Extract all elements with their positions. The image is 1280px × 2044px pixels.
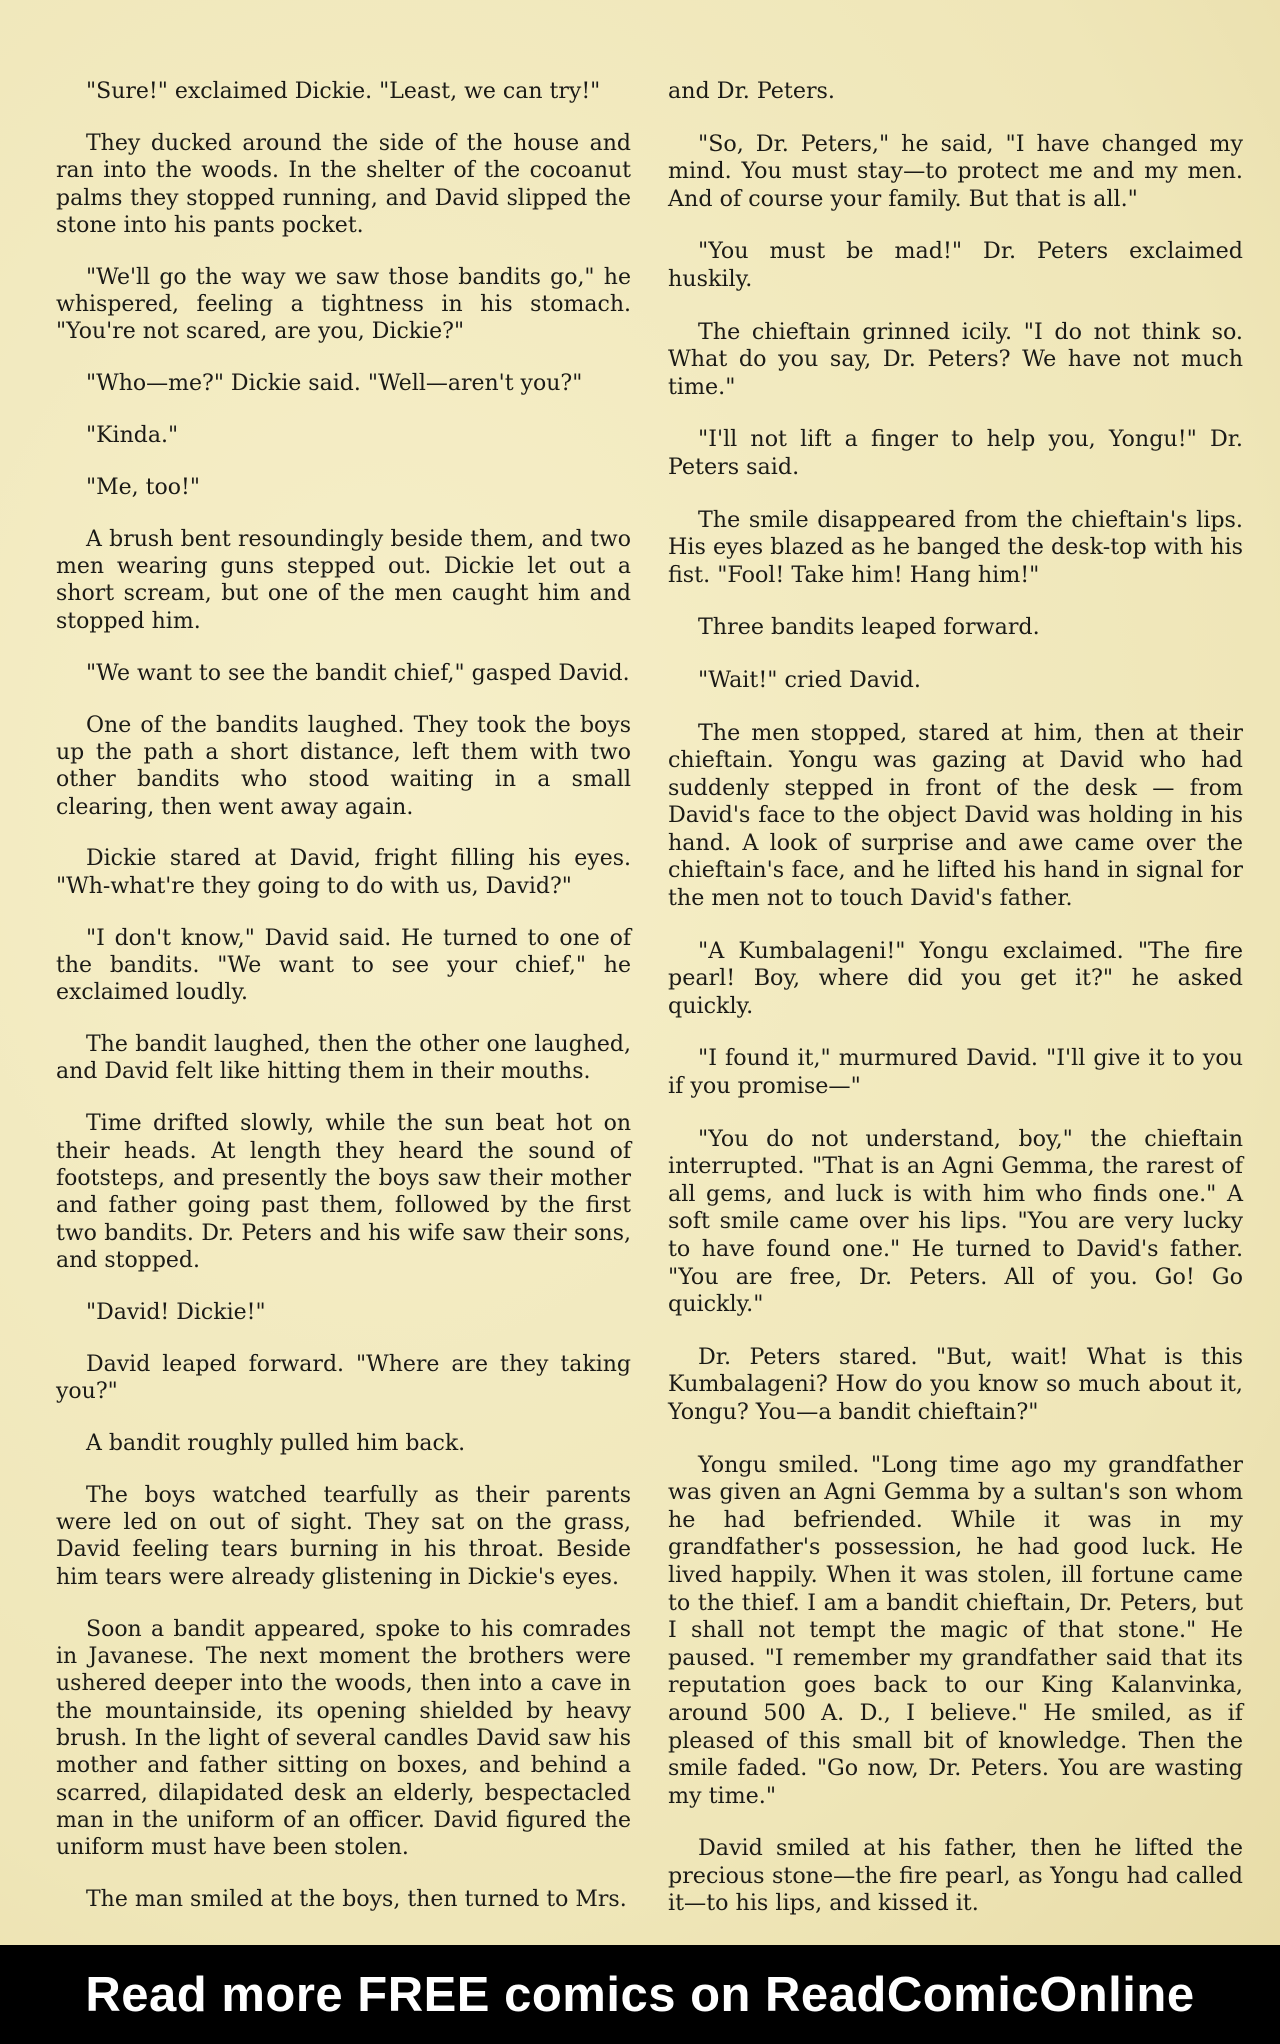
promo-footer-link[interactable]: Read more FREE comics on ReadComicOnline	[85, 1967, 1195, 2022]
paragraph: "I'll not lift a finger to help you, Yongu!" Dr. Peters said.	[668, 426, 1243, 480]
paragraph: The chieftain grinned icily. "I do not think so. What do you say, Dr. Peters? We have not much time."	[668, 318, 1243, 400]
paragraph: "I found it," murmured David. "I'll give it to you if you promise—"	[668, 1045, 1243, 1100]
paragraph: One of the bandits laughed. They took the boys up the path a short distance, left them with two other bandits who stood waiting in a small clearing, then went away again.	[56, 712, 631, 820]
paragraph: "Who—me?" Dickie said. "Well—aren't you?"	[86, 371, 583, 397]
paragraph: They ducked around the side of the house and ran into the woods. In the shelter of the cocoanut palms they stopped running, and David slipped the stone into his pants pocket.	[56, 130, 631, 238]
paragraph: "We'll go the way we saw those bandits go," he whispered, feeling a tightness in his stomach. "You're not scared, are you, Dickie?"	[56, 264, 631, 345]
paragraph: Dickie stared at David, fright filling his eyes. "Wh-what're they going to do with us, David?"	[56, 846, 631, 899]
paragraph: "Kinda."	[86, 423, 179, 449]
paragraph: A brush bent resoundingly beside them, and two men wearing guns stepped out. Dickie let out a short scream, but one of the men caught him and stopped him.	[56, 526, 631, 634]
paragraph: A bandit roughly pulled him back.	[86, 1430, 466, 1456]
paragraph: The man smiled at the boys, then turned to Mrs.	[86, 1887, 627, 1913]
paragraph: Time drifted slowly, while the sun beat hot on their heads. At length they heard the sound of footsteps, and presently the boys saw their mother and father going past them, followed by the first two bandits. Dr. Peters and his wife saw their sons, and stopped.	[56, 1111, 631, 1273]
paragraph: "Wait!" cried David.	[698, 666, 921, 693]
paragraph: Soon a bandit appeared, spoke to his comrades in Javanese. The next moment the brothers were ushered deeper into the woods, then into a cave in the mountainside, its opening shielded by heavy brush. In the light of several candles David saw his mother and father sitting on boxes, and behind a scarred, dilapidated desk an elderly, bespectacled man in the uniform of an officer. David figured the uniform must have been stolen.	[56, 1616, 631, 1861]
paragraph: "We want to see the bandit chief," gasped David.	[86, 660, 630, 686]
paragraph: "Sure!" exclaimed Dickie. "Least, we can try!"	[86, 79, 601, 104]
paragraph: Three bandits leaped forward.	[698, 614, 1040, 641]
paragraph: David leaped forward. "Where are they taking you?"	[56, 1351, 631, 1405]
paragraph: The smile disappeared from the chieftain's lips. His eyes blazed as he banged the desk-top with his fist. "Fool! Take him! Hang him!"	[668, 506, 1243, 588]
paragraph: David smiled at his father, then he lifted the precious stone—the fire pearl, as Yongu had called it—to his lips, and kissed it.	[668, 1835, 1243, 1917]
paragraph: "A Kumbalageni!" Yongu exclaimed. "The fire pearl! Boy, where did you get it?" he asked quickly.	[668, 937, 1243, 1019]
story-column-left	[56, 78, 631, 1914]
paragraph: The boys watched tearfully as their parents were led on out of sight. They sat on the grass, David feeling tears burning in his throat. Beside him tears were already glistening in Dickie's eyes.	[56, 1482, 631, 1590]
story-column-right	[668, 78, 1243, 1918]
paragraph: "I don't know," David said. He turned to one of the bandits. "We want to see your chief," he exclaimed loudly.	[56, 925, 631, 1006]
paragraph: "You do not understand, boy," the chieftain interrupted. "That is an Agni Gemma, the rarest of all gems, and luck is with him who finds one." A soft smile came over his lips. "You are very lucky to have found one." He turned to David's father. "You are free, Dr. Peters. All of you. Go! Go quickly."	[668, 1125, 1243, 1318]
paragraph: Yongu smiled. "Long time ago my grandfather was given an Agni Gemma by a sultan's son whom he had befriended. While it was in my grandfather's possession, he had good luck. He lived happily. When it was stolen, ill fortune came to the thief. I am a bandit chieftain, Dr. Peters, but I shall not tempt the magic of that stone." He paused. "I remember my grandfather said that its reputation goes back to our King Kalanvinka, around 500 A. D., I believe." He smiled, as if pleased of this small bit of knowledge. Then the smile faded. "Go now, Dr. Peters. You are wasting my time."	[668, 1451, 1243, 1809]
paragraph-continuation: and Dr. Peters.	[668, 78, 835, 104]
paragraph: "You must be mad!" Dr. Peters exclaimed huskily.	[668, 238, 1243, 292]
promo-footer-banner	[0, 1945, 1280, 2044]
paragraph: "David! Dickie!"	[86, 1299, 266, 1325]
paragraph: The men stopped, stared at him, then at their chieftain. Yongu was gazing at David who had suddenly stepped in front of the desk — from David's face to the object David was holding in his hand. A look of surprise and awe came over the chieftain's face, and he lifted his hand in signal for the men not to touch David's father.	[668, 719, 1243, 912]
paragraph: "So, Dr. Peters," he said, "I have changed my mind. You must stay—to protect me and my men. And of course your family. But that is all."	[668, 130, 1243, 212]
paragraph: "Me, too!"	[86, 474, 200, 500]
paragraph: The bandit laughed, then the other one laughed, and David felt like hitting them in their mouths.	[56, 1032, 631, 1085]
paragraph: Dr. Peters stared. "But, wait! What is this Kumbalageni? How do you know so much about it, Yongu? You—a bandit chieftain?"	[668, 1343, 1243, 1425]
